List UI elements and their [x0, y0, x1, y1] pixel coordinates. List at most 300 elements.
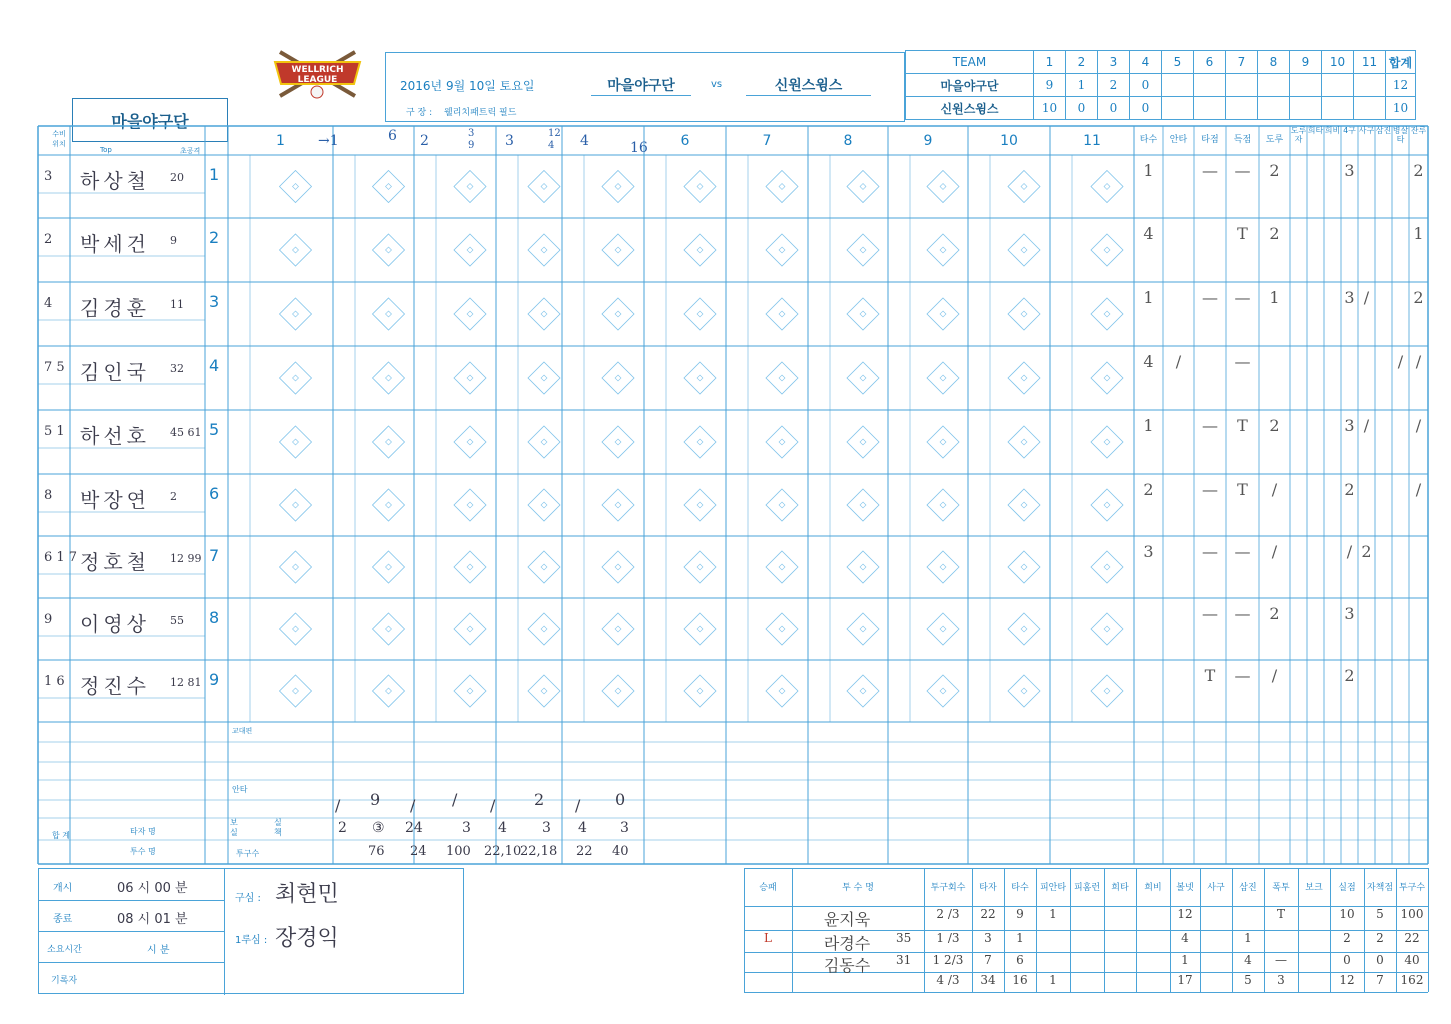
home-plate-marker: [940, 688, 946, 694]
run-cell: 2: [1098, 74, 1130, 97]
stat-value: —: [1234, 288, 1251, 307]
home-plate-marker: [541, 688, 547, 694]
home-plate-marker: [293, 375, 299, 381]
stat-value: 4: [1143, 224, 1154, 243]
inning-9-header: 9: [1290, 51, 1322, 74]
base-diamond: [847, 489, 879, 521]
base-diamond: [1008, 551, 1040, 583]
base-diamond: [280, 551, 312, 583]
base-diamond: [454, 489, 486, 521]
pitching-name: 윤지욱: [823, 910, 871, 929]
base-diamond: [373, 675, 405, 707]
base-diamond: [454, 551, 486, 583]
pitching-so: 1: [1244, 931, 1252, 945]
base-diamond: [454, 171, 486, 203]
home-plate-marker: [541, 247, 547, 253]
base-diamond: [280, 298, 312, 330]
home-plate-marker: [779, 688, 785, 694]
base-diamond: [454, 675, 486, 707]
base-diamond: [847, 426, 879, 458]
hits-total: 9: [370, 790, 381, 809]
inning-note: 9: [468, 140, 475, 151]
home-plate-marker: [1021, 688, 1027, 694]
base-diamond: [927, 426, 959, 458]
base-diamond: [1008, 234, 1040, 266]
stat-value: T: [1237, 416, 1248, 435]
inning-1-header: 1: [1034, 51, 1066, 74]
inning-7-header: 7: [1226, 51, 1258, 74]
pitching-name: 김동수: [823, 956, 871, 975]
pitching-innings: 4 /3: [936, 973, 960, 987]
pitching-so: 5: [1244, 973, 1252, 987]
home-plate-marker: [1021, 439, 1027, 445]
batter-name: 하상철: [80, 169, 150, 193]
inning-4-header: 4: [1130, 51, 1162, 74]
base-diamond: [1091, 489, 1123, 521]
inning-note: 3: [468, 128, 475, 139]
hits-total: /: [490, 796, 496, 815]
home-plate-marker: [386, 184, 392, 190]
pitching-batters: 34: [980, 973, 996, 987]
inning-5-header: 5: [1162, 51, 1194, 74]
base-diamond: [927, 234, 959, 266]
first-base-label: 1루심 :: [235, 935, 268, 946]
pitches-total: 22,10: [484, 844, 522, 859]
errors-total: 3: [462, 820, 471, 836]
batter-number: 32: [170, 362, 184, 375]
home-plate-marker: [940, 375, 946, 381]
home-plate-marker: [615, 564, 621, 570]
base-diamond: [602, 362, 634, 394]
errors-total: 24: [405, 820, 423, 836]
card-team-title: 마을야구단: [72, 98, 228, 142]
base-diamond: [1008, 298, 1040, 330]
run-cell: 0: [1098, 97, 1130, 120]
pitching-header-14: 실점: [1338, 883, 1356, 893]
batter-position: 2: [44, 232, 53, 247]
base-diamond: [373, 551, 405, 583]
batter-name: 정호철: [80, 550, 150, 574]
pitching-runs: 2: [1343, 931, 1351, 945]
pitching-pitches: 162: [1400, 973, 1424, 987]
batter-number: 12 99: [170, 552, 202, 565]
pitching-header-3: 타자: [979, 883, 997, 893]
home-plate-marker: [386, 626, 392, 632]
inning-note: 16: [630, 140, 648, 156]
base-diamond: [847, 234, 879, 266]
inning-note: 4: [580, 133, 589, 149]
home-plate-marker: [860, 184, 866, 190]
vs-label: vs: [711, 79, 723, 90]
home-plate-marker: [541, 626, 547, 632]
inning-note: 6: [388, 128, 397, 144]
home-plate-marker: [293, 688, 299, 694]
stat-value: T: [1237, 480, 1248, 499]
stat-header-5: 도루자: [1290, 126, 1307, 144]
inning-8-header: 8: [1258, 51, 1290, 74]
pitching-header-2: 투구회수: [930, 883, 966, 893]
inning-header-1: 1: [276, 133, 285, 149]
run-cell: 9: [1034, 74, 1066, 97]
pitching-row-line: [744, 868, 1428, 869]
hits-label: 안타: [232, 785, 248, 794]
base-diamond: [528, 426, 560, 458]
base-diamond: [927, 298, 959, 330]
base-diamond: [373, 613, 405, 645]
batter-name: 박세건: [80, 232, 150, 256]
home-plate-marker: [697, 626, 703, 632]
stat-value: —: [1202, 416, 1218, 435]
base-diamond: [373, 298, 405, 330]
stat-value: 3: [1143, 542, 1154, 561]
first-attack-label: 초공격: [180, 147, 201, 155]
home-plate-marker: [615, 375, 621, 381]
base-diamond: [602, 675, 634, 707]
base-diamond: [602, 171, 634, 203]
stat-value: 3: [1344, 604, 1355, 623]
pitches-total: 40: [612, 844, 629, 859]
home-plate-marker: [697, 502, 703, 508]
stat-value: /: [1415, 416, 1422, 435]
pitching-header-0: 승패: [759, 883, 777, 893]
stat-value: —: [1202, 288, 1218, 307]
batters-count-label: 타자 명: [130, 827, 156, 836]
base-diamond: [1008, 171, 1040, 203]
base-diamond: [847, 362, 879, 394]
pitching-er: 5: [1376, 907, 1384, 921]
pos-label: 수비 위치: [52, 130, 66, 148]
stat-value: /: [1271, 666, 1278, 685]
total-cell: 10: [1386, 97, 1416, 120]
home-plate-marker: [615, 184, 621, 190]
home-plate-marker: [697, 688, 703, 694]
pitching-innings: 1 2/3: [932, 953, 964, 967]
pitching-wp: T: [1276, 907, 1285, 921]
batter-position: 8: [44, 488, 53, 503]
batter-name: 정진수: [80, 674, 150, 698]
base-diamond: [766, 298, 798, 330]
batter-name: 김경훈: [80, 296, 150, 320]
base-diamond: [1091, 171, 1123, 203]
base-diamond: [1091, 298, 1123, 330]
home-plate-marker: [697, 184, 703, 190]
pitching-ab: 9: [1016, 907, 1024, 921]
pitchers-count-label: 투수 명: [130, 847, 156, 856]
inning-header-9: 9: [923, 133, 933, 149]
home-plate-marker: [541, 564, 547, 570]
home-plate-marker: [697, 311, 703, 317]
home-plate-marker: [386, 439, 392, 445]
batter-number: 20: [170, 171, 184, 184]
errors-total: 3: [542, 820, 551, 836]
base-diamond: [847, 551, 879, 583]
base-diamond: [927, 551, 959, 583]
pitching-result: L: [764, 931, 772, 945]
league-name: WELLRICH LEAGUE: [291, 65, 344, 85]
start-label: 개시: [53, 883, 73, 894]
base-diamond: [766, 675, 798, 707]
base-diamond: [684, 426, 716, 458]
stat-value: /: [1415, 480, 1422, 499]
home-plate-marker: [1104, 184, 1110, 190]
base-diamond: [528, 298, 560, 330]
home-plate-marker: [541, 439, 547, 445]
team-header: TEAM: [906, 51, 1034, 74]
base-diamond: [1091, 675, 1123, 707]
home-plate-marker: [1104, 439, 1110, 445]
home-plate-marker: [386, 375, 392, 381]
home-plate-marker: [1021, 375, 1027, 381]
home-plate-marker: [293, 184, 299, 190]
inning-3-header: 3: [1098, 51, 1130, 74]
home-plate-marker: [860, 688, 866, 694]
errors-total: ③: [372, 820, 385, 836]
home-plate-marker: [779, 311, 785, 317]
base-diamond: [280, 171, 312, 203]
home-plate-marker: [940, 247, 946, 253]
base-diamond: [373, 426, 405, 458]
pitching-pitches: 22: [1404, 931, 1420, 945]
away-team-name: 마을야구단: [591, 75, 691, 96]
home-plate-marker: [779, 375, 785, 381]
base-diamond: [602, 426, 634, 458]
base-diamond: [847, 171, 879, 203]
pitching-header-12: 폭투: [1272, 883, 1290, 893]
pitches-total: 100: [446, 844, 471, 859]
batting-order: 1: [209, 165, 220, 184]
base-diamond: [602, 298, 634, 330]
stat-value: —: [1202, 542, 1218, 561]
batter-number: 55: [170, 614, 184, 627]
stat-value: /: [1175, 352, 1182, 371]
run-cell: 0: [1130, 74, 1162, 97]
home-plate-marker: [940, 626, 946, 632]
home-plate-marker: [615, 439, 621, 445]
run-cell: 0: [1066, 97, 1098, 120]
home-plate-marker: [293, 439, 299, 445]
base-diamond: [528, 675, 560, 707]
stat-value: —: [1234, 604, 1251, 623]
stat-value: 1: [1143, 288, 1154, 307]
home-plate-marker: [1021, 564, 1027, 570]
run-cell: 10: [1034, 97, 1066, 120]
base-diamond: [280, 489, 312, 521]
stat-header-7: 희비: [1324, 126, 1341, 135]
base-diamond: [684, 171, 716, 203]
pitches-total: 24: [410, 844, 427, 859]
inning-header-8: 8: [843, 133, 853, 149]
base-diamond: [454, 298, 486, 330]
home-plate-marker: [293, 311, 299, 317]
pitching-bb: 17: [1177, 973, 1193, 987]
base-diamond: [1008, 489, 1040, 521]
inning-note: 12: [548, 128, 561, 139]
hits-total: /: [452, 790, 458, 809]
hits-total: /: [335, 796, 341, 815]
home-plate-marker: [860, 311, 866, 317]
inning-header-10: 10: [1000, 133, 1018, 149]
pitching-er: 7: [1376, 973, 1384, 987]
hits-total: 2: [534, 790, 545, 809]
pitching-header-5: 피안타: [1039, 883, 1067, 893]
base-diamond: [847, 298, 879, 330]
hits-total: 0: [615, 790, 626, 809]
batter-position: 9: [44, 612, 53, 627]
base-diamond: [766, 551, 798, 583]
pitching-header-6: 피홈런: [1073, 883, 1101, 893]
recorder-label: 기록자: [51, 976, 78, 986]
pitching-header-1: 투 수 명: [842, 883, 874, 893]
pitching-num: 31: [896, 953, 912, 967]
pitching-bb: 4: [1181, 931, 1189, 945]
base-diamond: [1091, 551, 1123, 583]
batting-order: 5: [209, 420, 220, 439]
stat-header-10: 삼진: [1375, 126, 1392, 135]
home-plate-marker: [467, 375, 473, 381]
inning-note: 2: [420, 133, 429, 149]
pitching-num: 35: [896, 931, 912, 945]
stat-value: 2: [1413, 288, 1424, 307]
base-diamond: [1091, 362, 1123, 394]
stat-header-6: 희타: [1307, 126, 1324, 135]
pitching-header-4: 타수: [1011, 883, 1029, 893]
stat-value: 2: [1269, 161, 1280, 180]
home-plate-marker: [779, 626, 785, 632]
base-diamond: [373, 234, 405, 266]
stat-value: 2: [1269, 604, 1280, 623]
batter-position: 4: [44, 296, 53, 311]
umpire-label: 구심 :: [235, 893, 261, 904]
batter-number: 11: [170, 298, 184, 311]
total-cell: 12: [1386, 74, 1416, 97]
top-label: Top: [100, 146, 112, 154]
home-plate-marker: [615, 247, 621, 253]
home-plate-marker: [1104, 247, 1110, 253]
base-diamond: [373, 489, 405, 521]
field-label: 구 장 :: [406, 108, 433, 118]
inning-note: →1: [318, 133, 339, 149]
home-plate-marker: [940, 184, 946, 190]
home-plate-marker: [860, 247, 866, 253]
stat-value: —: [1202, 480, 1218, 499]
batting-order: 9: [209, 670, 220, 689]
stat-value: 2: [1143, 480, 1154, 499]
stat-header-3: 득점: [1233, 135, 1252, 145]
home-plate-marker: [1021, 311, 1027, 317]
stat-value: T: [1237, 224, 1248, 243]
pitching-runs: 0: [1343, 953, 1351, 967]
errors-total: 3: [620, 820, 629, 836]
batter-position: 1 6: [44, 674, 65, 689]
home-plate-marker: [386, 311, 392, 317]
home-plate-marker: [293, 247, 299, 253]
stat-value: 2: [1344, 480, 1355, 499]
batter-number: 2: [170, 490, 177, 503]
stat-header-4: 도루: [1265, 135, 1284, 145]
pitching-er: 2: [1376, 931, 1384, 945]
stat-value: /: [1271, 480, 1278, 499]
stat-value: /: [1397, 352, 1404, 371]
home-plate-marker: [697, 247, 703, 253]
run-cell: 0: [1130, 97, 1162, 120]
inning-header-11: 11: [1083, 133, 1101, 149]
stat-value: 2: [1269, 224, 1280, 243]
base-diamond: [602, 551, 634, 583]
base-diamond: [766, 613, 798, 645]
home-plate-marker: [386, 247, 392, 253]
stat-header-0: 타수: [1139, 135, 1158, 145]
end-label: 종료: [53, 914, 73, 925]
home-plate-marker: [860, 439, 866, 445]
base-diamond: [528, 234, 560, 266]
pitching-er: 0: [1376, 953, 1384, 967]
stat-value: 2: [1361, 542, 1372, 561]
base-diamond: [1008, 613, 1040, 645]
pitching-row-line: [744, 992, 1428, 993]
base-diamond: [847, 675, 879, 707]
stat-header-1: 안타: [1169, 135, 1188, 145]
pitches-label: 투구수: [236, 849, 260, 858]
stat-value: —: [1202, 604, 1218, 623]
pitching-runs: 10: [1339, 907, 1355, 921]
base-diamond: [528, 362, 560, 394]
base-diamond: [766, 362, 798, 394]
errors-total: 2: [338, 820, 347, 836]
pitching-batters: 7: [984, 953, 992, 967]
stat-value: 3: [1344, 161, 1355, 180]
stat-value: T: [1204, 666, 1216, 685]
base-diamond: [766, 171, 798, 203]
home-plate-marker: [1104, 688, 1110, 694]
stat-value: 1: [1413, 224, 1424, 243]
inning-10-header: 10: [1322, 51, 1354, 74]
home-plate-marker: [615, 502, 621, 508]
stat-value: 3: [1344, 416, 1355, 435]
base-diamond: [927, 613, 959, 645]
base-diamond: [280, 613, 312, 645]
inning-note: 3: [505, 133, 514, 149]
pitches-total: 22,18: [520, 844, 558, 859]
totals-label: 합 계: [52, 831, 70, 840]
home-team-cell: 신원스윙스: [906, 97, 1034, 120]
run-cell: 1: [1066, 74, 1098, 97]
base-diamond: [927, 489, 959, 521]
home-plate-marker: [467, 439, 473, 445]
base-diamond: [1008, 426, 1040, 458]
base-diamond: [684, 234, 716, 266]
home-plate-marker: [940, 311, 946, 317]
home-plate-marker: [779, 184, 785, 190]
base-diamond: [1091, 426, 1123, 458]
batter-number: 45 61: [170, 426, 202, 439]
pitching-ab: 6: [1016, 953, 1024, 967]
errors-total: 4: [578, 820, 587, 836]
stat-value: 2: [1413, 161, 1424, 180]
base-diamond: [927, 171, 959, 203]
batting-order: 3: [209, 292, 220, 311]
batter-name: 박장연: [80, 488, 150, 512]
home-plate-marker: [386, 688, 392, 694]
pitching-header-8: 희비: [1144, 883, 1162, 893]
base-diamond: [847, 613, 879, 645]
home-plate-marker: [541, 502, 547, 508]
home-plate-marker: [615, 626, 621, 632]
pitching-so: 4: [1244, 953, 1252, 967]
pitching-column-line: [1428, 868, 1429, 992]
stat-value: 2: [1269, 416, 1280, 435]
pitching-header-15: 자책점: [1366, 883, 1394, 893]
home-plate-marker: [940, 439, 946, 445]
